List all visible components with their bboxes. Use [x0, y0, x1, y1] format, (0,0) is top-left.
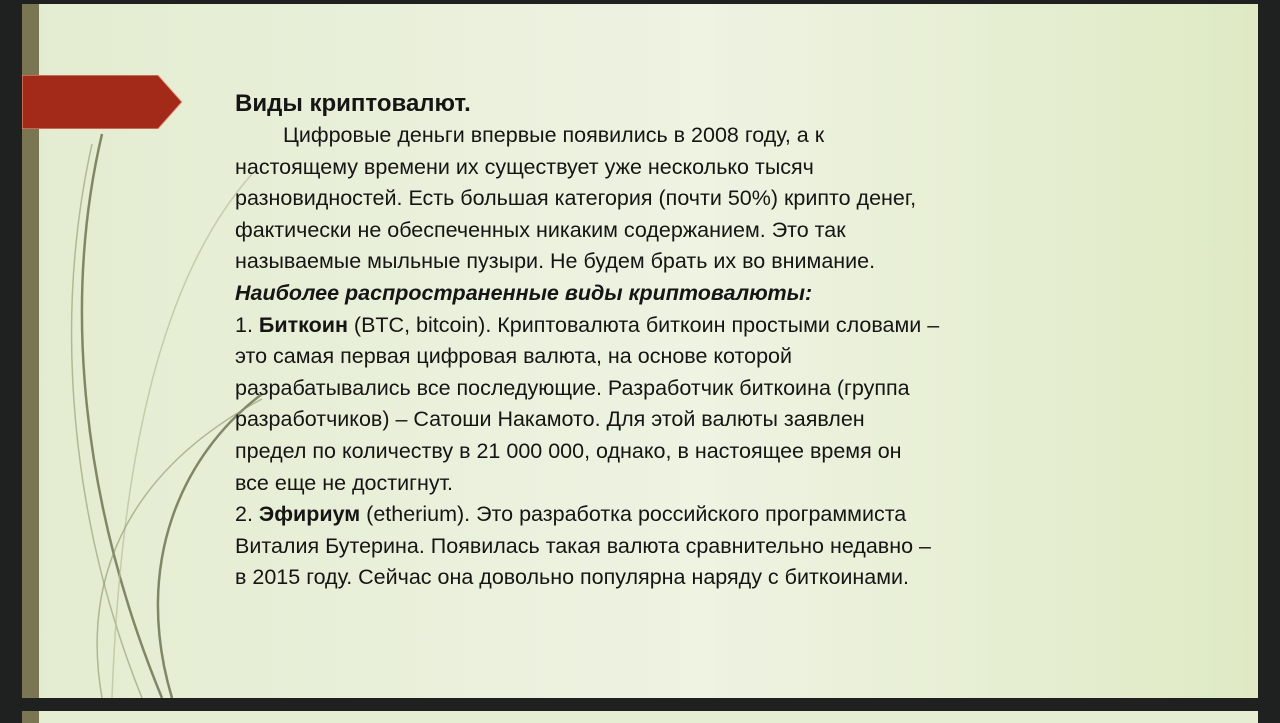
paragraph-line: Цифровые деньги впервые появились в 2008 году, а к [283, 123, 825, 147]
item-text: (etherium). Это разработка российского программиста [366, 502, 907, 527]
paragraph-line: фактически не обеспеченных никаким содержанием. Это так [235, 217, 846, 242]
list-item-bitcoin [235, 310, 939, 342]
paragraph-line: разработчиков) – Сатоши Накамото. Для этой валюты заявлен [235, 407, 865, 432]
item-number: 2. [235, 502, 253, 527]
paragraph-line: Виталия Бутерина. Появилась такая валюта сравнительно недавно – [235, 533, 931, 558]
subheading: Наиболее распространенные виды криптовалюты: [235, 280, 813, 305]
paragraph-line: это самая первая цифровая валюта, на основе которой [235, 344, 793, 369]
paragraph-line: называемые мыльные пузыри. Не будем брать их во внимание. [235, 249, 876, 274]
item-number: 1. [235, 312, 253, 337]
slide-content [235, 88, 939, 594]
paragraph-line: настоящему времени их существует уже несколько тысяч [235, 154, 814, 179]
item-text: (BTC, bitcoin). Криптовалюта биткоин простыми словами – [353, 312, 940, 337]
slide-title: Виды криптовалют. [235, 90, 471, 117]
title-arrow-marker [22, 75, 184, 129]
next-slide-preview [22, 711, 1258, 723]
presentation-slide [22, 4, 1258, 698]
paragraph-line: в 2015 году. Сейчас она довольно популярна наряду с биткоинами. [235, 565, 910, 590]
paragraph-line: разновидностей. Есть большая категория (почти 50%) крипто денег, [235, 186, 917, 211]
item-name: Эфириум [258, 502, 361, 527]
paragraph-line: разрабатывались все последующие. Разработчик биткоина (группа [235, 375, 910, 400]
item-name: Биткоин [258, 312, 348, 337]
paragraph-line: все еще не достигнут. [235, 470, 454, 495]
paragraph-line: предел по количеству в 21 000 000, однако, в настоящее время он [235, 438, 902, 463]
list-item-ethereum [235, 499, 939, 531]
